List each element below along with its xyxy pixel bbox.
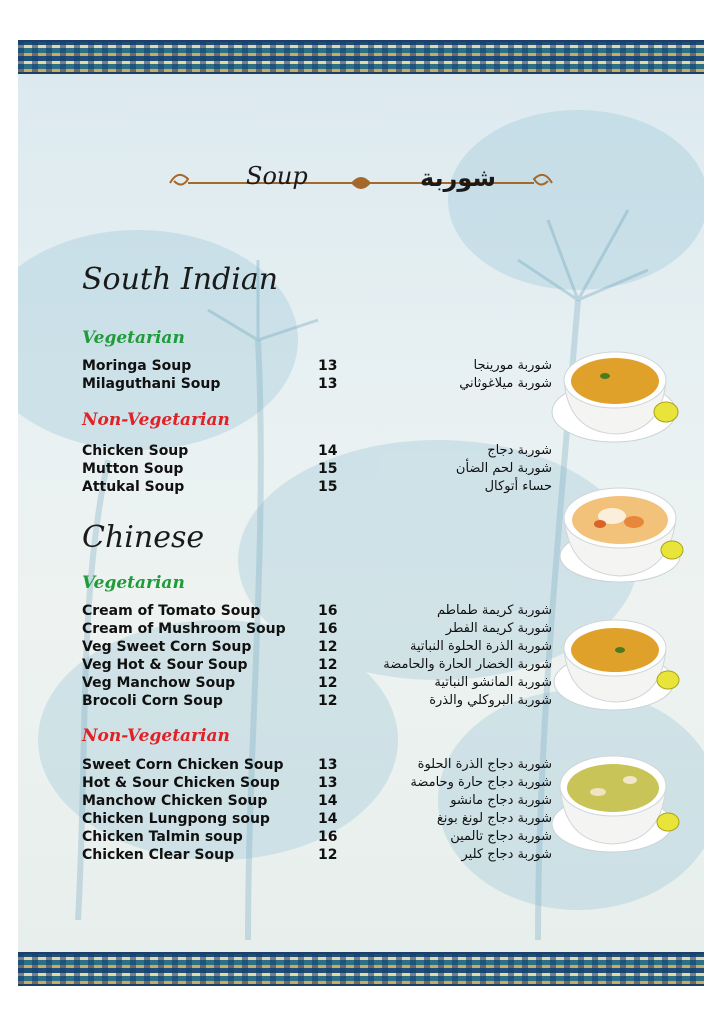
item-name-arabic: شوربة الخضار الحارة والحامضة (383, 657, 552, 672)
section-title-chinese: Chinese (82, 520, 205, 555)
item-name: Chicken Soup (82, 443, 189, 459)
menu-item (82, 847, 552, 865)
item-price: 13 (318, 757, 338, 773)
subsection-non-vegetarian: Non-Vegetarian (82, 726, 230, 746)
menu-item (82, 621, 552, 639)
menu-item (82, 603, 552, 621)
item-price: 13 (318, 376, 338, 392)
page-title-arabic: شوربة (419, 164, 496, 192)
menu-item (82, 443, 552, 461)
item-price: 13 (318, 358, 338, 374)
item-name-arabic: شوربة دجاج تالمين (450, 829, 552, 844)
item-name-arabic: شوربة لحم الضأن (455, 461, 552, 476)
item-name: Sweet Corn Chicken Soup (82, 757, 284, 773)
item-price: 16 (318, 603, 338, 619)
menu-item (82, 461, 552, 479)
decorative-border-bottom (18, 952, 704, 986)
item-name: Veg Hot & Sour Soup (82, 657, 248, 673)
orange-soup-bowl-image (550, 340, 682, 450)
page-title-english: Soup (246, 162, 308, 190)
item-name-arabic: شوربة الذرة الحلوة النباتية (409, 639, 552, 654)
clear-chicken-soup-bowl-image (550, 748, 682, 858)
item-price: 12 (318, 693, 338, 709)
decorative-border-top (18, 40, 704, 74)
item-price: 13 (318, 775, 338, 791)
item-name-arabic: شوربة دجاج لونغ بونغ (436, 811, 552, 826)
item-name: Cream of Mushroom Soup (82, 621, 286, 637)
menu-item (82, 639, 552, 657)
item-name-arabic: شوربة دجاج حارة وحامضة (410, 775, 552, 790)
orange-soup-bowl-image (552, 610, 682, 714)
item-price: 12 (318, 657, 338, 673)
item-name: Chicken Lungpong soup (82, 811, 270, 827)
section-title-south-indian: South Indian (82, 262, 279, 297)
item-name-arabic: شوربة دجاج (487, 443, 552, 458)
item-name: Chicken Clear Soup (82, 847, 235, 863)
item-price: 12 (318, 847, 338, 863)
item-name: Moringa Soup (82, 358, 192, 374)
item-price: 15 (318, 479, 338, 495)
menu-item (82, 479, 552, 497)
item-name: Cream of Tomato Soup (82, 603, 261, 619)
item-price: 12 (318, 639, 338, 655)
item-name-arabic: شوربة ميلاغوثاني (459, 376, 552, 391)
item-price: 12 (318, 675, 338, 691)
item-name-arabic: شوربة كريمة طماطم (436, 603, 552, 618)
subsection-non-vegetarian: Non-Vegetarian (82, 410, 230, 430)
item-name: Manchow Chicken Soup (82, 793, 268, 809)
subsection-vegetarian: Vegetarian (82, 328, 185, 348)
item-name-arabic: شوربة البروكلي والذرة (429, 693, 552, 708)
menu-page (18, 40, 704, 986)
item-name-arabic: شوربة مورينجا (473, 358, 552, 373)
item-price: 16 (318, 829, 338, 845)
item-name: Chicken Talmin soup (82, 829, 243, 845)
subsection-vegetarian: Vegetarian (82, 573, 185, 593)
menu-item (82, 757, 552, 775)
item-price: 14 (318, 811, 338, 827)
item-name: Veg Sweet Corn Soup (82, 639, 252, 655)
chicken-vegetable-soup-bowl-image (556, 486, 686, 586)
item-name: Mutton Soup (82, 461, 184, 477)
item-name: Veg Manchow Soup (82, 675, 236, 691)
item-name: Attukal Soup (82, 479, 185, 495)
item-name-arabic: شوربة كريمة الفطر (445, 621, 552, 636)
menu-item (82, 657, 552, 675)
menu-item (82, 775, 552, 793)
item-price: 14 (318, 793, 338, 809)
item-name: Brocoli Corn Soup (82, 693, 223, 709)
item-name-arabic: شوربة دجاج كلير (461, 847, 552, 862)
menu-item (82, 829, 552, 847)
item-price: 16 (318, 621, 338, 637)
item-price: 15 (318, 461, 338, 477)
menu-item (82, 693, 552, 711)
item-name-arabic: شوربة المانشو النباتية (434, 675, 552, 690)
item-name-arabic: شوربة دجاج مانشو (450, 793, 552, 808)
title-ornament-bar (168, 166, 554, 200)
menu-item (82, 675, 552, 693)
item-price: 14 (318, 443, 338, 459)
menu-item (82, 358, 552, 376)
item-name: Hot & Sour Chicken Soup (82, 775, 280, 791)
menu-item (82, 793, 552, 811)
menu-item (82, 811, 552, 829)
item-name-arabic: حساء أتوكال (484, 479, 552, 494)
item-name: Milaguthani Soup (82, 376, 221, 392)
item-name-arabic: شوربة دجاج الذرة الحلوة (417, 757, 552, 772)
menu-item (82, 376, 552, 394)
